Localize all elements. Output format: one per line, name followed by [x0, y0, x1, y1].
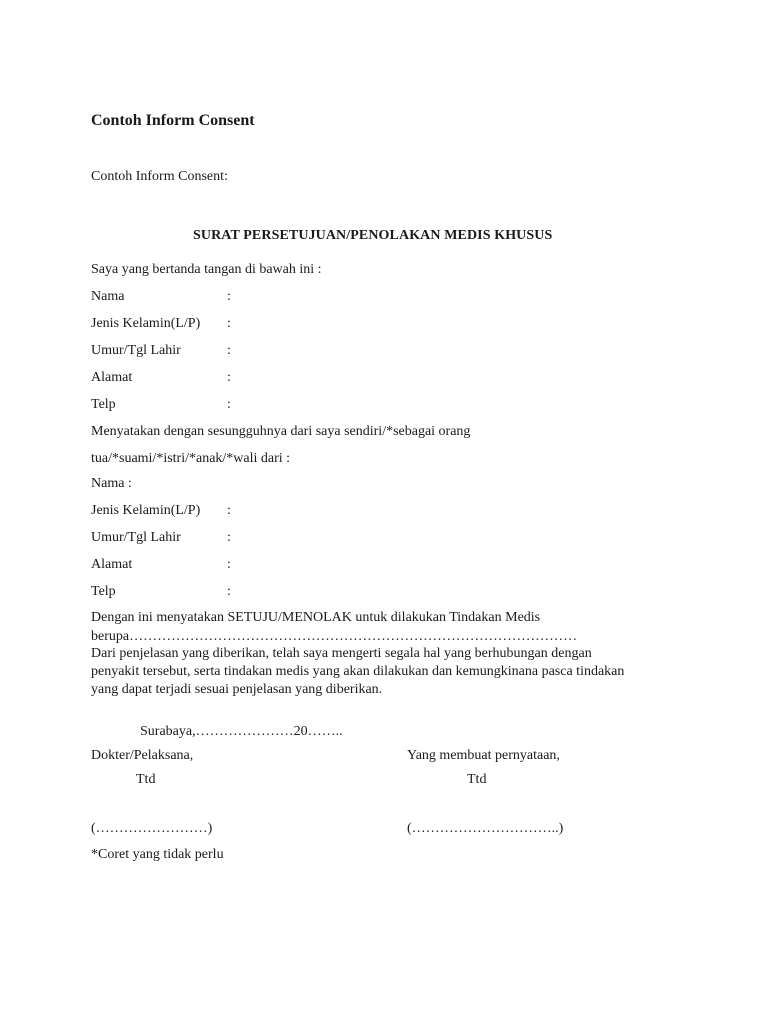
statement-line-5: yang dapat terjadi sesuai penjelasan yang diberikan.	[91, 682, 383, 697]
right-ttd: Ttd	[467, 772, 487, 787]
left-signature-line: (……………………)	[91, 821, 213, 836]
field-colon: :	[227, 557, 231, 572]
field-colon: :	[227, 289, 231, 304]
field-label: Telp	[91, 584, 116, 599]
field-colon: :	[227, 503, 231, 518]
field-row-jenis-kelamin-2	[91, 503, 291, 519]
field-colon: :	[227, 343, 231, 358]
field-row-alamat	[91, 370, 291, 386]
document-heading: Contoh Inform Consent	[91, 112, 255, 129]
field-label: Jenis Kelamin(L/P)	[91, 503, 201, 518]
field-label: Alamat	[91, 370, 133, 385]
opening-text: Saya yang bertanda tangan di bawah ini :	[91, 262, 322, 277]
left-signer-label: Dokter/Pelaksana,	[91, 748, 194, 763]
statement-line-3: Dari penjelasan yang diberikan, telah saya mengerti segala hal yang berhubungan dengan	[91, 646, 592, 661]
place-date: Surabaya,…………………20……..	[140, 724, 343, 739]
form-title: SURAT PERSETUJUAN/PENOLAKAN MEDIS KHUSUS	[193, 228, 553, 243]
statement-line-2: berupa……………………………………………………………………………………	[91, 629, 578, 644]
field-label: Alamat	[91, 557, 133, 572]
intro-text: Contoh Inform Consent:	[91, 169, 228, 184]
right-signature-line: (…………………………..)	[407, 821, 564, 836]
declaration-line-1: Menyatakan dengan sesungguhnya dari saya sendiri/*sebagai orang	[91, 424, 471, 439]
field-label: Umur/Tgl Lahir	[91, 530, 181, 545]
field-row-nama	[91, 289, 291, 305]
second-nama-label: Nama :	[91, 476, 132, 491]
field-label: Nama	[91, 289, 125, 304]
footnote: *Coret yang tidak perlu	[91, 847, 224, 862]
field-row-telp-2	[91, 584, 291, 600]
field-label: Telp	[91, 397, 116, 412]
statement-line-4: penyakit tersebut, serta tindakan medis yang akan dilakukan dan kemungkinana pasca tindakan	[91, 664, 625, 679]
field-colon: :	[227, 530, 231, 545]
field-colon: :	[227, 397, 231, 412]
field-row-umur-2	[91, 530, 291, 546]
right-signer-label: Yang membuat pernyataan,	[407, 748, 560, 763]
field-colon: :	[227, 316, 231, 331]
field-label: Umur/Tgl Lahir	[91, 343, 181, 358]
field-colon: :	[227, 584, 231, 599]
field-row-jenis-kelamin	[91, 316, 291, 332]
statement-line-1: Dengan ini menyatakan SETUJU/MENOLAK untuk dilakukan Tindakan Medis	[91, 610, 541, 625]
field-colon: :	[227, 370, 231, 385]
field-label: Jenis Kelamin(L/P)	[91, 316, 201, 331]
field-row-umur	[91, 343, 291, 359]
field-row-telp	[91, 397, 291, 413]
field-row-alamat-2	[91, 557, 291, 573]
declaration-line-2: tua/*suami/*istri/*anak/*wali dari :	[91, 451, 291, 466]
left-ttd: Ttd	[136, 772, 156, 787]
